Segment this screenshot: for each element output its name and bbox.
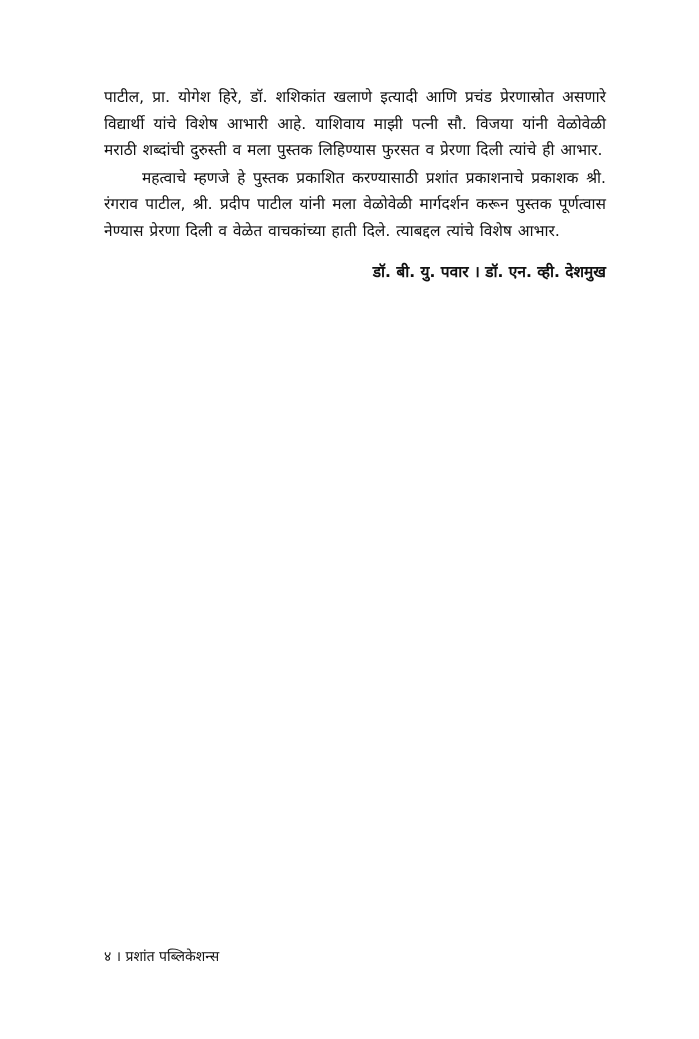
paragraph-acknowledgement-2: महत्वाचे म्हणजे हे पुस्तक प्रकाशित करण्यासाठी प्रशांत प्रकाशनाचे प्रकाशक श्री. रंगराव पाटील, श्री. प्रदीप पाटील यांनी मला वेळोवेळी मार्गदर्शन करून पुस्तक पूर्णत्वास नेण्यास प्रेरणा दिली व वेळेत वाचकांच्या हाती दिले. त्याबद्दल त्यांचे विशेष आभार. — [104, 168, 606, 240]
page-body — [104, 84, 606, 284]
paragraph-acknowledgement-1: पाटील, प्रा. योगेश हिरे, डॉ. शशिकांत खलाणे इत्यादी आणि प्रचंड प्रेरणास्रोत असणारे विद्यार्थी यांचे विशेष आभारी आहे. याशिवाय माझी पत्नी सौ. विजया यांनी वेळोवेळी मराठी शब्दांची दुरुस्ती व मला पुस्तक लिहिण्यास फुरसत व प्रेरणा दिली त्यांचे ही आभार. — [104, 88, 606, 159]
page-footer: ४ । प्रशांत पब्लिकेशन्स — [104, 949, 220, 965]
author-signature: डॉ. बी. यु. पवार । डॉ. एन. व्ही. देशमुख — [372, 263, 606, 281]
